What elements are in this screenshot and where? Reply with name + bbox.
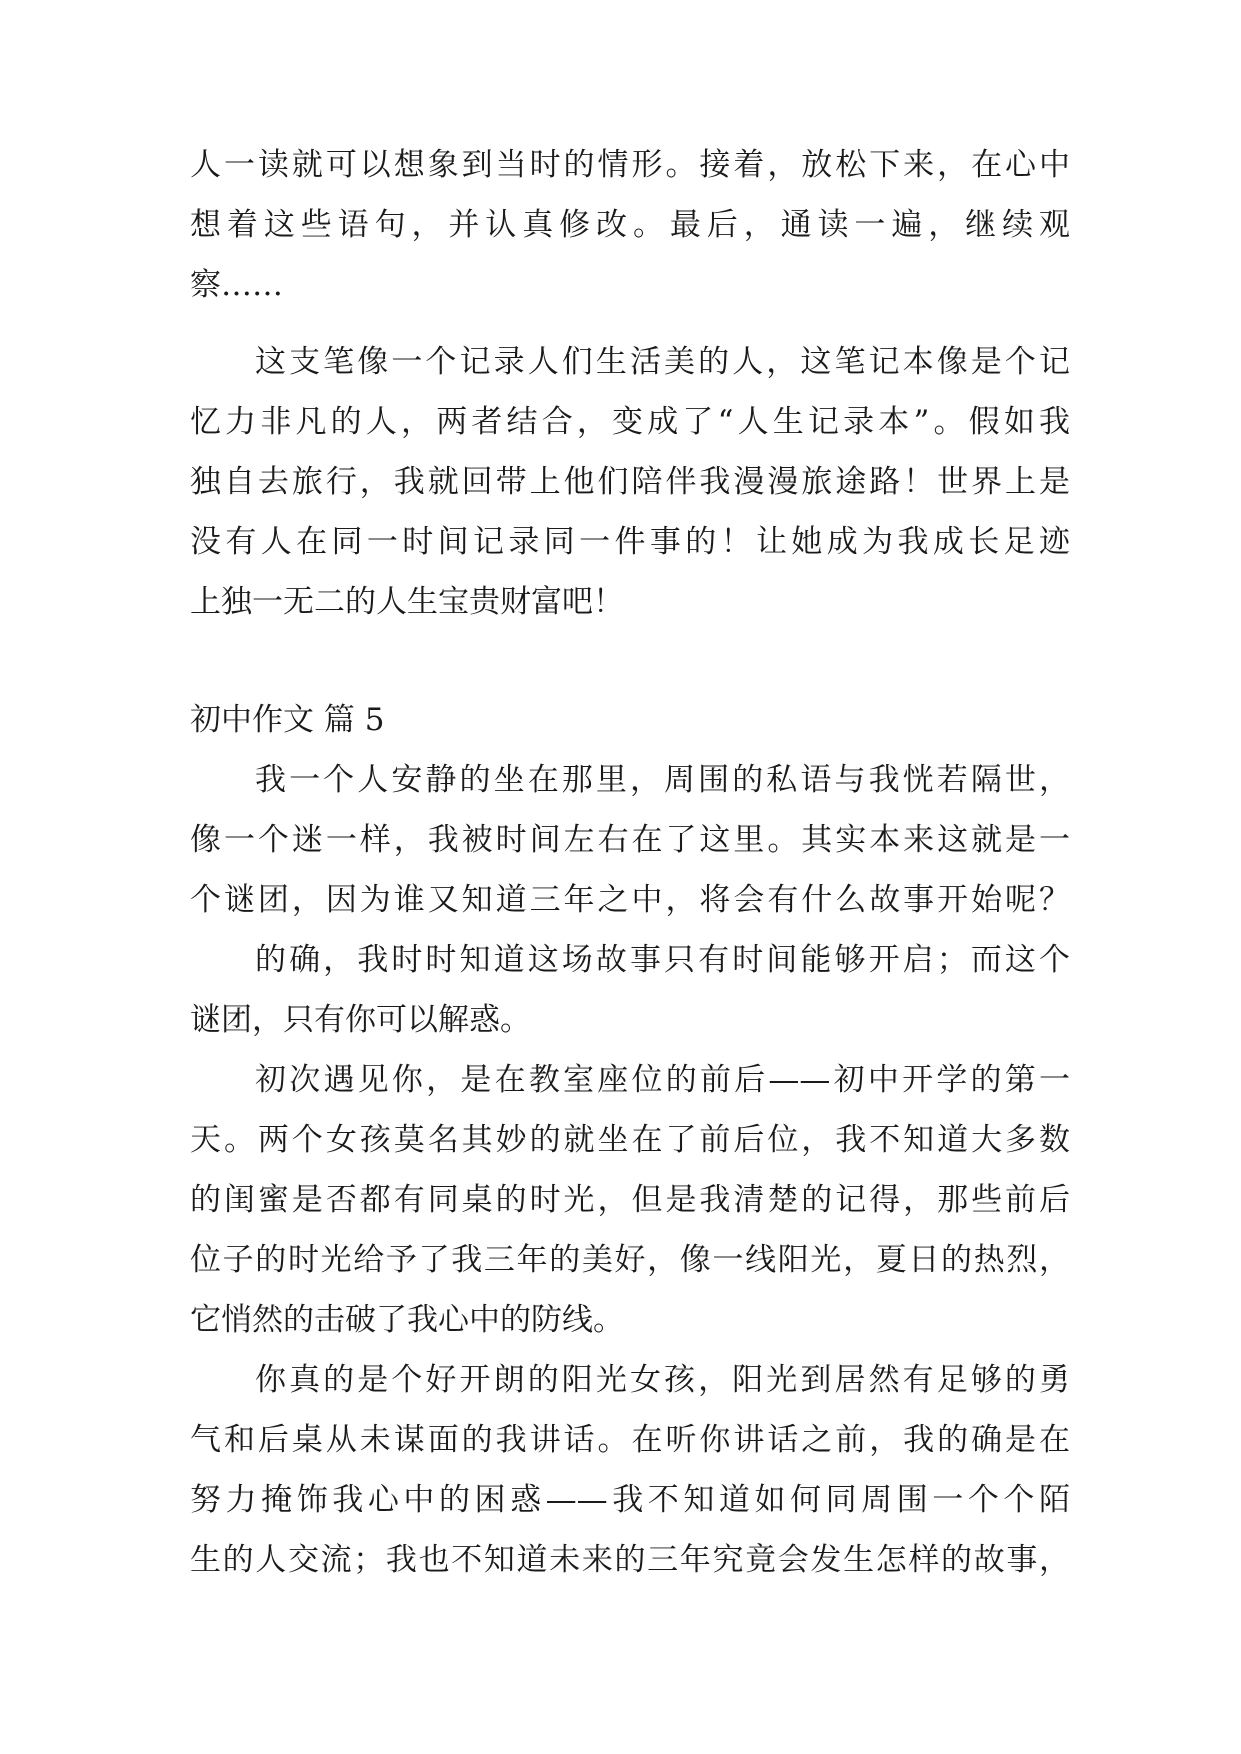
text-line: 上独一无二的人生宝贵财富吧！ — [190, 584, 624, 620]
text-line: 像一个迷一样，我被时间左右在了这里。其实本来这就是一 — [190, 822, 1070, 858]
text-line: 谜团，只有你可以解惑。 — [190, 1002, 531, 1038]
text-line: 人一读就可以想象到当时的情形。接着，放松下来，在心中 — [190, 147, 1070, 183]
section-heading: 初中作文 篇 5 — [190, 702, 385, 738]
text-line: 的闺蜜是否都有同桌的时光，但是我清楚的记得，那些前后 — [190, 1182, 1070, 1218]
text-line: 想着这些语句，并认真修改。最后，通读一遍，继续观 — [190, 207, 1070, 243]
paragraph-first-line: 你真的是个好开朗的阳光女孩，阳光到居然有足够的勇 — [255, 1362, 1070, 1398]
text-line: 察…… — [190, 267, 283, 303]
text-line: 天。两个女孩莫名其妙的就坐在了前后位，我不知道大多数 — [190, 1122, 1070, 1158]
paragraph-first-line: 初次遇见你，是在教室座位的前后——初中开学的第一 — [255, 1062, 1070, 1098]
text-line: 忆力非凡的人，两者结合，变成了“人生记录本”。假如我 — [190, 404, 1070, 440]
text-line: 独自去旅行，我就回带上他们陪伴我漫漫旅途路！世界上是 — [190, 464, 1070, 500]
text-line: 气和后桌从未谋面的我讲话。在听你讲话之前，我的确是在 — [190, 1422, 1070, 1458]
paragraph-first-line: 的确，我时时知道这场故事只有时间能够开启；而这个 — [255, 942, 1070, 978]
text-line: 努力掩饰我心中的困惑——我不知道如何同周围一个个陌 — [190, 1482, 1070, 1518]
text-line: 生的人交流；我也不知道未来的三年究竟会发生怎样的故事， — [190, 1542, 1070, 1578]
text-line: 位子的时光给予了我三年的美好，像一线阳光，夏日的热烈， — [190, 1242, 1070, 1278]
text-line: 它悄然的击破了我心中的防线。 — [190, 1302, 624, 1338]
paragraph-first-line: 我一个人安静的坐在那里，周围的私语与我恍若隔世， — [255, 762, 1070, 798]
text-line: 个谜团，因为谁又知道三年之中，将会有什么故事开始呢？ — [190, 882, 1070, 918]
paragraph-first-line: 这支笔像一个记录人们生活美的人，这笔记本像是个记 — [255, 344, 1070, 380]
text-line: 没有人在同一时间记录同一件事的！让她成为我成长足迹 — [190, 524, 1070, 560]
